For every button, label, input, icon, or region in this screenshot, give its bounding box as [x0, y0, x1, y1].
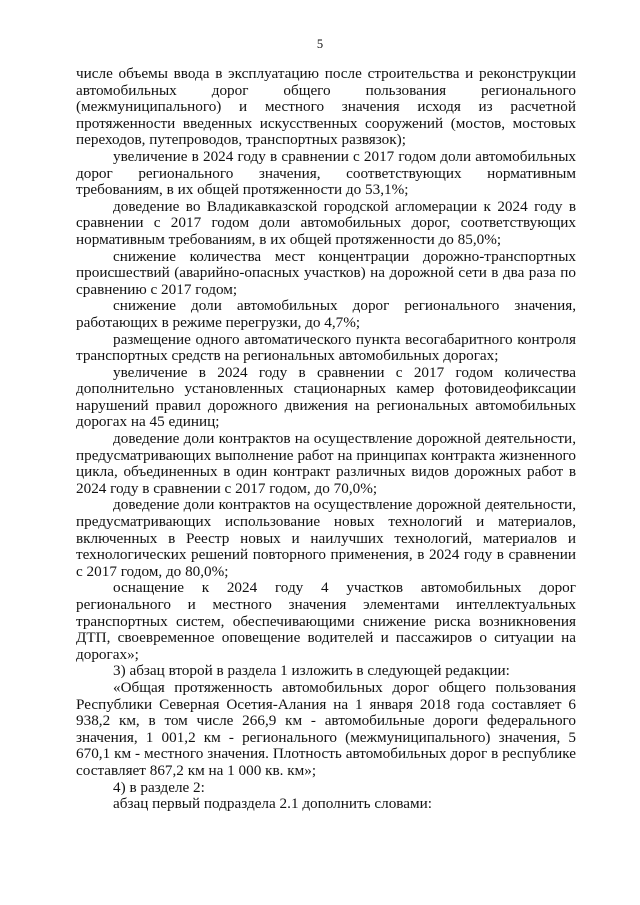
paragraph-vladikavkaz-agglomeration: доведение во Владикавказской городской агломерации к 2024 году в сравнении с 2017 годом доли автомобильных дорог, соответствующих нормативным требованиям, в их общей протяженности до 85,0%;: [76, 197, 576, 248]
paragraph-lifecycle-contracts: доведение доли контрактов на осуществление дорожной деятельности, предусматривающих выполнение работ на принципах контракта жизненного цикла, объединенных в один контракт различных видов дорожных работ в 2024 году в сравнении с 2017 годом, до 70,0%;: [76, 430, 576, 497]
paragraph-overload-share: снижение доли автомобильных дорог регионального значения, работающих в режиме перегрузки, до 4,7%;: [76, 297, 576, 331]
paragraph-speed-cameras: увеличение в 2024 году в сравнении с 2017 годом количества дополнительно установленных стационарных камер фотовидеофиксации нарушений правил дорожного движения на региональных автомобильных дорогах на 45 единиц;: [76, 363, 576, 431]
paragraph-accident-spots: снижение количества мест концентрации дорожно-транспортных происшествий (аварийно-опасных участков) на дорожной сети в два раза по сравнению с 2017 годом;: [76, 247, 576, 298]
paragraph-roads-regional-share: увеличение в 2024 году в сравнении с 2017 годом доли автомобильных дорог регионального значения, соответствующих нормативным требованиям, в их общей протяженности до 53,1%;: [76, 147, 576, 199]
paragraph-amendment-section-1: 3) абзац второй в раздела 1 изложить в следующей редакции:: [113, 662, 510, 680]
paragraph-subsection-2-1: абзац первый подраздела 2.1 дополнить словами:: [113, 795, 432, 813]
page-number: 5: [316, 37, 324, 51]
paragraph-new-technologies: доведение доли контрактов на осуществление дорожной деятельности, предусматривающих использование новых технологий и материалов, включенных в Реестр новых и наилучших технологий, материалов и технологических решений повторного применения, в 2024 году в сравнении с 2017 годом, до 80,0%;: [76, 496, 576, 580]
paragraph-weight-control: размещение одного автоматического пункта весогабаритного контроля транспортных средств на региональных автомобильных дорогах;: [76, 330, 576, 365]
body-text: [76, 66, 576, 813]
paragraph-road-length-quote: «Общая протяженность автомобильных дорог общего пользования Республики Северная Осетия-Алания на 1 января 2018 года составляет 6 938,2 км, в том числе 266,9 км - автомобильные дороги федерального значения, 1 001,2 км - регионального (межмуниципального) значения, 5 670,1 км - местного значения. Плотность автомобильных дорог в республике составляет 867,2 км на 1 000 кв. км»;: [76, 678, 576, 779]
paragraph-amendment-section-2: 4) в разделе 2:: [113, 778, 205, 796]
paragraph-continuation: числе объемы ввода в эксплуатацию после строительства и реконструкции автомобильных дорог общего пользования регионального (межмуниципального) и местного значения исходя из расчетной протяженности введенных искусственных сооружений (мостов, мостовых переходов, путепроводов, транспортных развязок);: [76, 65, 576, 149]
paragraph-intelligent-transport: оснащение к 2024 году 4 участков автомобильных дорог регионального и местного значения элементами интеллектуальных транспортных систем, обеспечивающими снижение риска возникновения ДТП, своевременное оповещение водителей и пассажиров о ситуации на дорогах»;: [76, 579, 576, 663]
